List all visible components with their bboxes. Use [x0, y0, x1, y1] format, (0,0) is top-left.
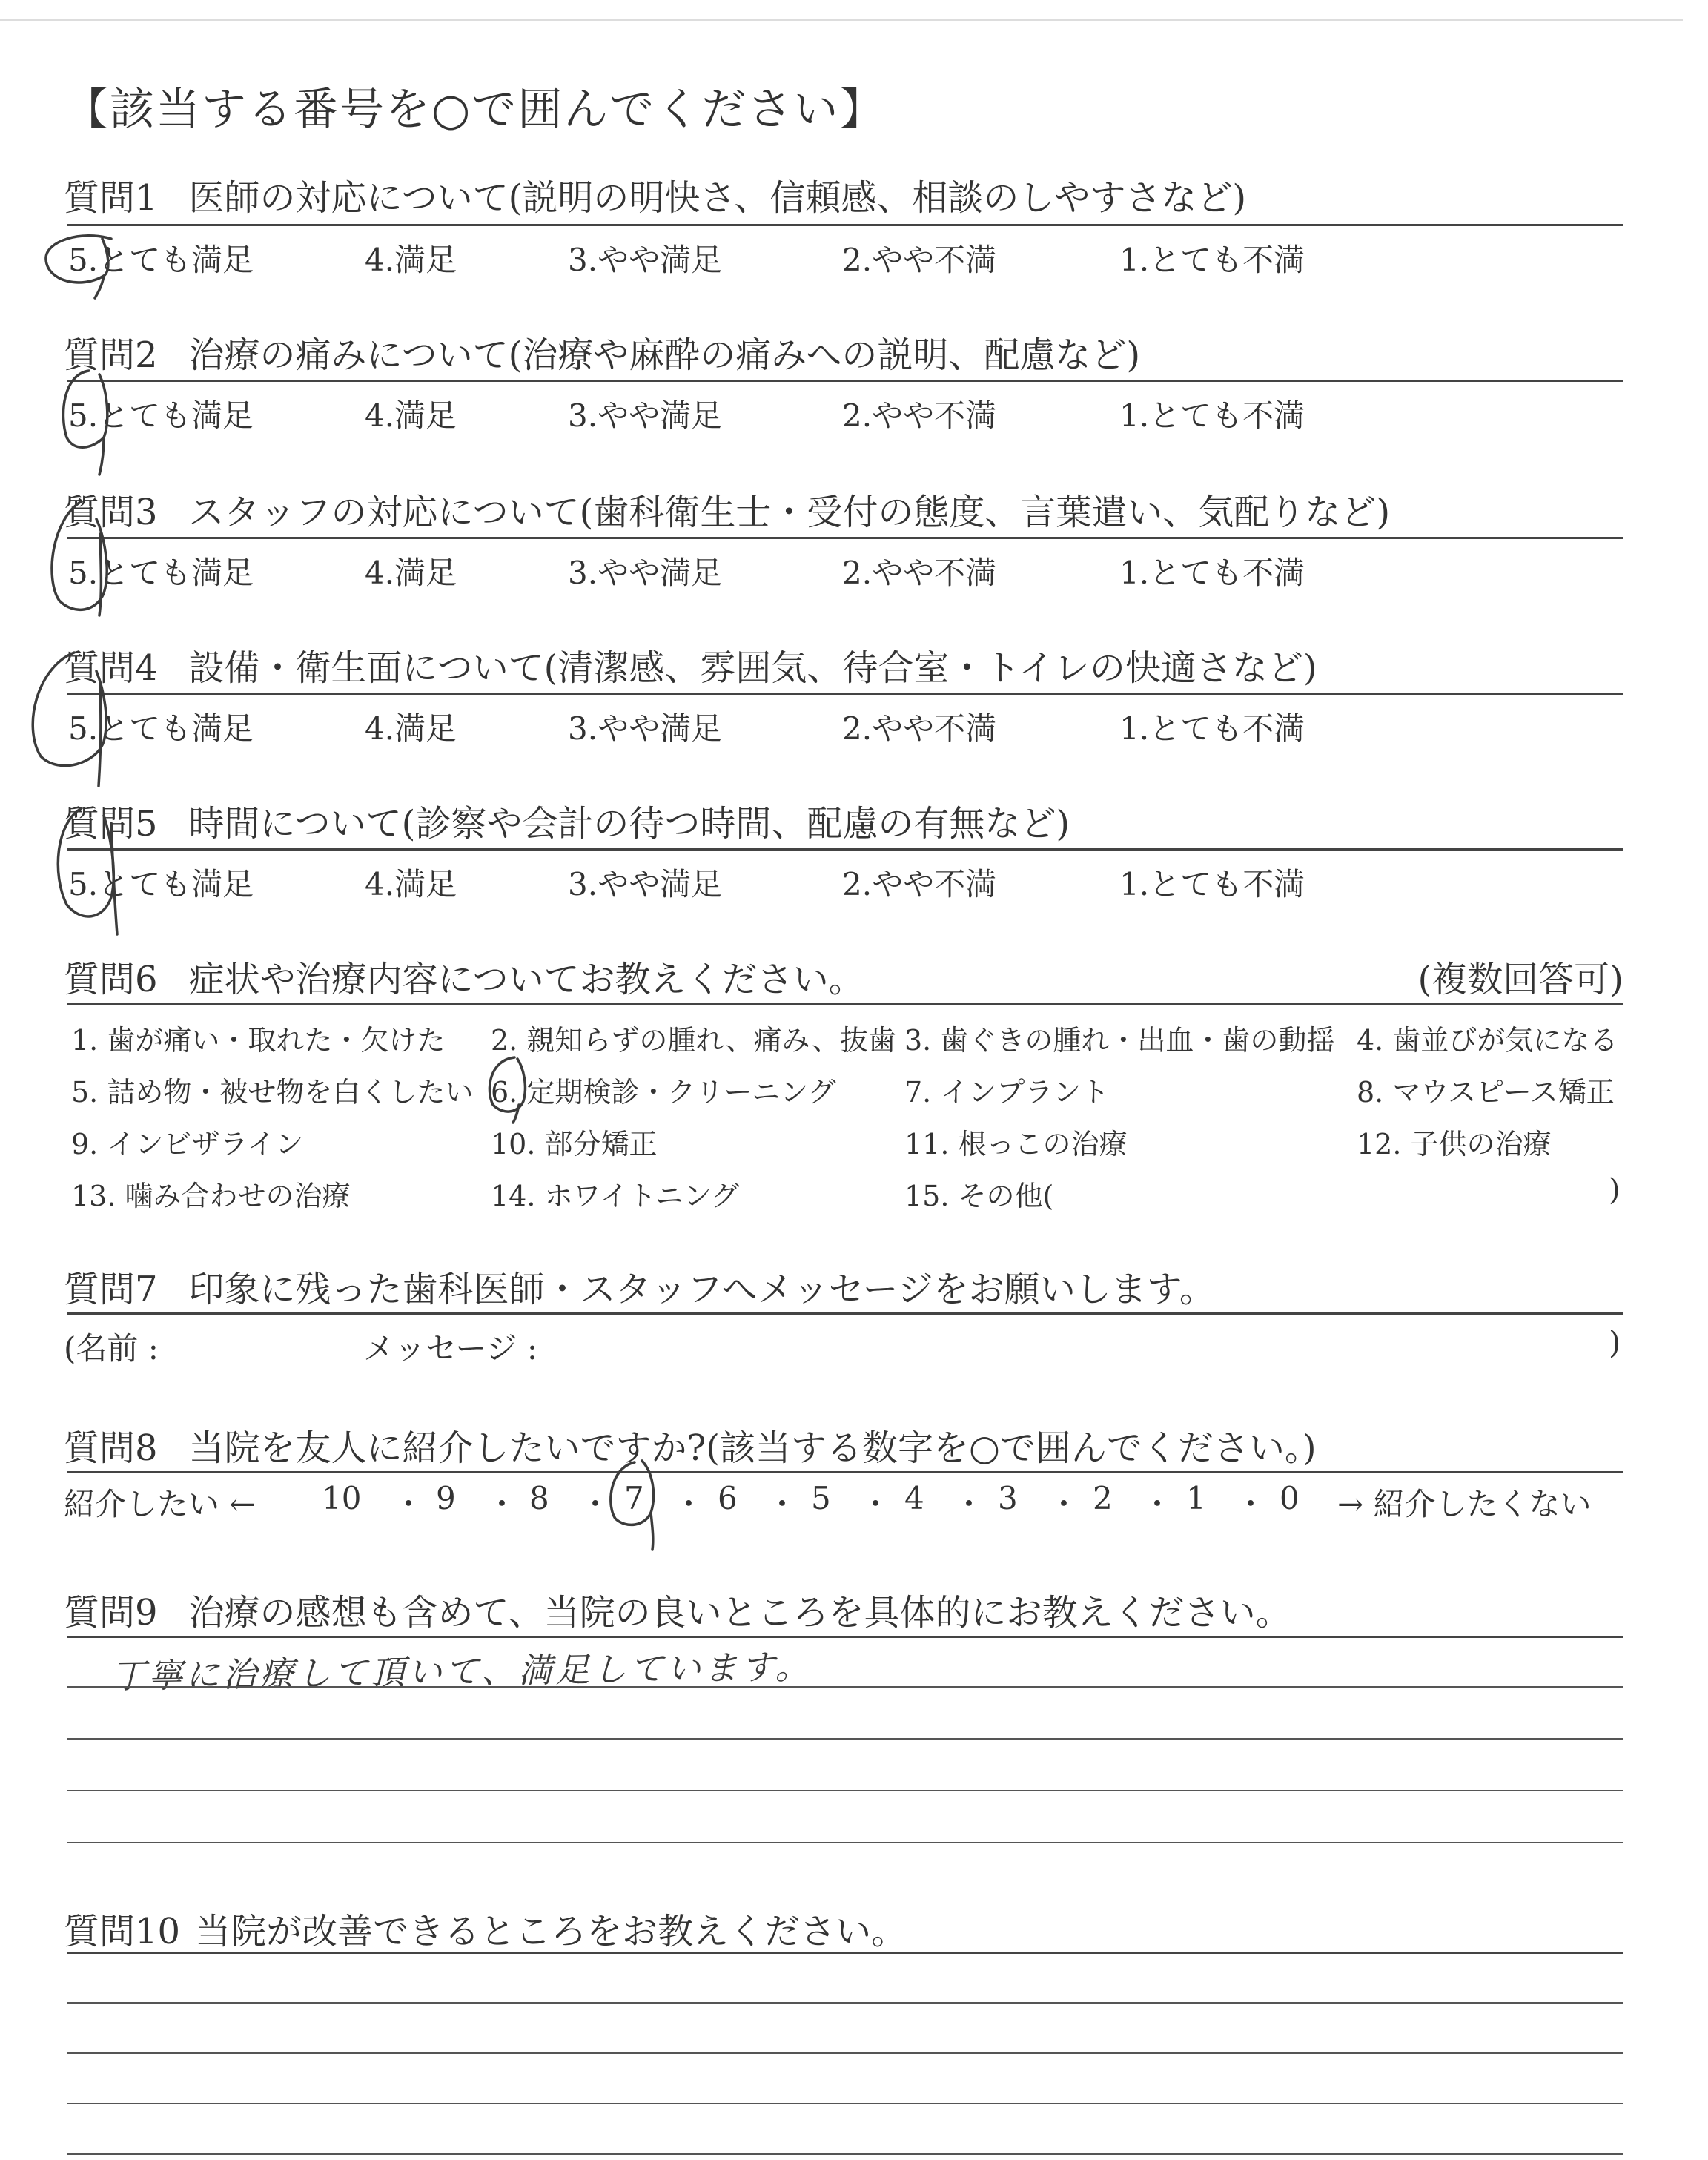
- q8-separator: ・: [393, 1486, 425, 1522]
- q8-separator: ・: [1235, 1486, 1267, 1522]
- question-10-heading: [64, 1903, 907, 1954]
- q6-item-3[interactable]: 3. 歯ぐきの腫れ・出血・歯の動揺: [904, 1024, 1335, 1057]
- q8-right-label: → 紹介したくない: [1337, 1486, 1592, 1522]
- question-5-heading: [64, 795, 1070, 846]
- q8-separator: ・: [767, 1486, 798, 1522]
- question-1-rule: [67, 224, 1623, 226]
- q7-name-label: (名前 :: [64, 1330, 159, 1367]
- q3-option-5[interactable]: 5.とても満足: [68, 555, 254, 591]
- q1-option-5[interactable]: 5.とても満足: [68, 242, 254, 278]
- multiple-answers-note: (複数回答可): [1417, 959, 1623, 1000]
- question-10-rule: [67, 1952, 1623, 1954]
- form-title: 【該当する番号を○で囲んでください】: [64, 84, 886, 136]
- q5-option-3[interactable]: 3.やや満足: [568, 866, 723, 902]
- q1-option-1[interactable]: 1.とても不満: [1119, 242, 1305, 278]
- q5-option-4[interactable]: 4.満足: [365, 866, 457, 902]
- q6-item-8[interactable]: 8. マウスピース矯正: [1357, 1076, 1615, 1109]
- question-9-number: 質問9: [64, 1592, 158, 1634]
- q6-item-1[interactable]: 1. 歯が痛い・取れた・欠けた: [71, 1024, 446, 1057]
- q8-score-0[interactable]: 0: [1280, 1480, 1300, 1516]
- answer-line: [67, 2103, 1623, 2104]
- question-9-heading: [64, 1584, 1291, 1635]
- q5-option-5[interactable]: 5.とても満足: [68, 866, 254, 902]
- q6-item-2[interactable]: 2. 親知らずの腫れ、痛み、抜歯: [491, 1024, 896, 1057]
- q6-item-4[interactable]: 4. 歯並びが気になる: [1357, 1024, 1618, 1057]
- question-1-number: 質問1: [64, 177, 158, 219]
- question-6-text: 症状や治療内容についてお教えください。: [188, 959, 864, 1000]
- q6-item-10[interactable]: 10. 部分矯正: [491, 1128, 658, 1160]
- question-3-heading: [64, 483, 1390, 535]
- question-9-text: 治療の感想も含めて、当院の良いところを具体的にお教えください。: [188, 1592, 1291, 1634]
- q4-option-3[interactable]: 3.やや満足: [568, 710, 723, 747]
- question-2-heading: [64, 326, 1140, 377]
- question-10-number: 質問10: [64, 1911, 181, 1952]
- q8-separator: ・: [1142, 1486, 1174, 1522]
- q8-score-10[interactable]: 10: [322, 1480, 362, 1516]
- q6-item-7[interactable]: 7. インプラント: [904, 1076, 1110, 1109]
- answer-line: [67, 1842, 1623, 1843]
- question-2-number: 質問2: [64, 334, 158, 376]
- question-3-text: スタッフの対応について(歯科衛生士・受付の態度、言葉遣い、気配りなど): [188, 492, 1391, 533]
- q6-item-5[interactable]: 5. 詰め物・被せ物を白くしたい: [71, 1076, 474, 1109]
- q2-option-2[interactable]: 2.やや不満: [842, 397, 997, 434]
- question-7-heading: [64, 1261, 1215, 1312]
- q6-item-9[interactable]: 9. インビザライン: [71, 1128, 304, 1160]
- q8-score-6[interactable]: 6: [718, 1480, 738, 1516]
- q1-option-2[interactable]: 2.やや不満: [842, 242, 997, 278]
- question-4-heading: [64, 639, 1317, 690]
- question-4-number: 質問4: [64, 647, 158, 689]
- q4-option-4[interactable]: 4.満足: [365, 710, 457, 747]
- answer-line: [67, 2052, 1623, 2054]
- question-8-text: 当院を友人に紹介したいですか?(該当する数字を○で囲んでください。): [188, 1427, 1317, 1469]
- q8-score-4[interactable]: 4: [904, 1480, 924, 1516]
- q9-handwritten-answer[interactable]: 丁寧に治療して頂いて、満足しています。: [110, 1646, 812, 1697]
- q2-option-1[interactable]: 1.とても不満: [1119, 397, 1305, 434]
- q5-option-1[interactable]: 1.とても不満: [1119, 866, 1305, 902]
- q8-separator: ・: [580, 1486, 612, 1522]
- question-6-rule: [67, 1003, 1623, 1005]
- question-1-heading: [64, 169, 1246, 220]
- question-5-number: 質問5: [64, 803, 158, 845]
- q8-separator: ・: [860, 1486, 892, 1522]
- q2-option-3[interactable]: 3.やや満足: [568, 397, 723, 434]
- question-2-text: 治療の痛みについて(治療や麻酔の痛みへの説明、配慮など): [188, 334, 1141, 376]
- q3-option-4[interactable]: 4.満足: [365, 555, 457, 591]
- question-3-number: 質問3: [64, 492, 158, 533]
- question-2-rule: [67, 380, 1623, 382]
- question-5-rule: [67, 848, 1623, 851]
- question-10-text: 当院が改善できるところをお教えください。: [195, 1911, 907, 1952]
- answer-line: [67, 1790, 1623, 1791]
- question-8-number: 質問8: [64, 1427, 158, 1469]
- q8-separator: ・: [1048, 1486, 1080, 1522]
- q6-item-6[interactable]: 6. 定期検診・クリーニング: [491, 1076, 836, 1109]
- question-9-rule: [67, 1636, 1623, 1638]
- q8-separator: ・: [673, 1486, 705, 1522]
- question-4-text: 設備・衛生面について(清潔感、雰囲気、待合室・トイレの快適さなど): [188, 647, 1317, 689]
- question-5-text: 時間について(診察や会計の待つ時間、配慮の有無など): [188, 803, 1070, 845]
- question-6-number: 質問6: [64, 959, 158, 1000]
- q8-separator: ・: [953, 1486, 985, 1522]
- q1-option-3[interactable]: 3.やや満足: [568, 242, 723, 278]
- q4-option-5[interactable]: 5.とても満足: [68, 710, 254, 747]
- question-6-heading: [64, 951, 864, 1002]
- q3-option-2[interactable]: 2.やや不満: [842, 555, 997, 591]
- q8-score-2[interactable]: 2: [1093, 1480, 1113, 1516]
- scan-edge: [0, 19, 1683, 21]
- q8-score-8[interactable]: 8: [529, 1480, 549, 1516]
- question-7-text: 印象に残った歯科医師・スタッフへメッセージをお願いします。: [188, 1269, 1215, 1310]
- q4-option-1[interactable]: 1.とても不満: [1119, 710, 1305, 747]
- q7-message-label: メッセージ :: [363, 1330, 537, 1367]
- q3-option-1[interactable]: 1.とても不満: [1119, 555, 1305, 591]
- q5-option-2[interactable]: 2.やや不満: [842, 866, 997, 902]
- answer-line: [67, 2153, 1623, 2155]
- question-7-rule: [67, 1312, 1623, 1315]
- q8-score-5[interactable]: 5: [811, 1480, 831, 1516]
- answer-line: [67, 1686, 1623, 1688]
- q6-item-14[interactable]: 14. ホワイトニング: [491, 1180, 740, 1212]
- q2-option-5[interactable]: 5.とても満足: [68, 397, 254, 434]
- q1-option-4[interactable]: 4.満足: [365, 242, 457, 278]
- q6-item-11[interactable]: 11. 根っこの治療: [904, 1128, 1128, 1160]
- question-7-number: 質問7: [64, 1269, 158, 1310]
- question-4-rule: [67, 693, 1623, 695]
- q8-score-1[interactable]: 1: [1186, 1480, 1206, 1516]
- q8-left-label: 紹介したい ←: [64, 1486, 256, 1522]
- q7-close-paren: ): [1609, 1324, 1621, 1361]
- q6-item-13[interactable]: 13. 噛み合わせの治療: [71, 1180, 351, 1212]
- q3-option-3[interactable]: 3.やや満足: [568, 555, 723, 591]
- q8-score-9[interactable]: 9: [436, 1480, 456, 1516]
- q8-score-7[interactable]: 7: [624, 1480, 644, 1516]
- q2-option-4[interactable]: 4.満足: [365, 397, 457, 434]
- answer-line: [67, 2002, 1623, 2004]
- question-1-text: 医師の対応について(説明の明快さ、信頼感、相談のしやすさなど): [188, 177, 1247, 219]
- q4-option-2[interactable]: 2.やや不満: [842, 710, 997, 747]
- question-8-heading: [64, 1419, 1317, 1470]
- question-8-rule: [67, 1471, 1623, 1473]
- q6-other-close-paren: ): [1609, 1173, 1621, 1207]
- answer-line: [67, 1738, 1623, 1740]
- q6-item-15[interactable]: 15. その他(: [904, 1180, 1054, 1212]
- q6-item-12[interactable]: 12. 子供の治療: [1357, 1128, 1552, 1160]
- q8-separator: ・: [486, 1486, 518, 1522]
- q8-score-3[interactable]: 3: [998, 1480, 1018, 1516]
- question-3-rule: [67, 537, 1623, 539]
